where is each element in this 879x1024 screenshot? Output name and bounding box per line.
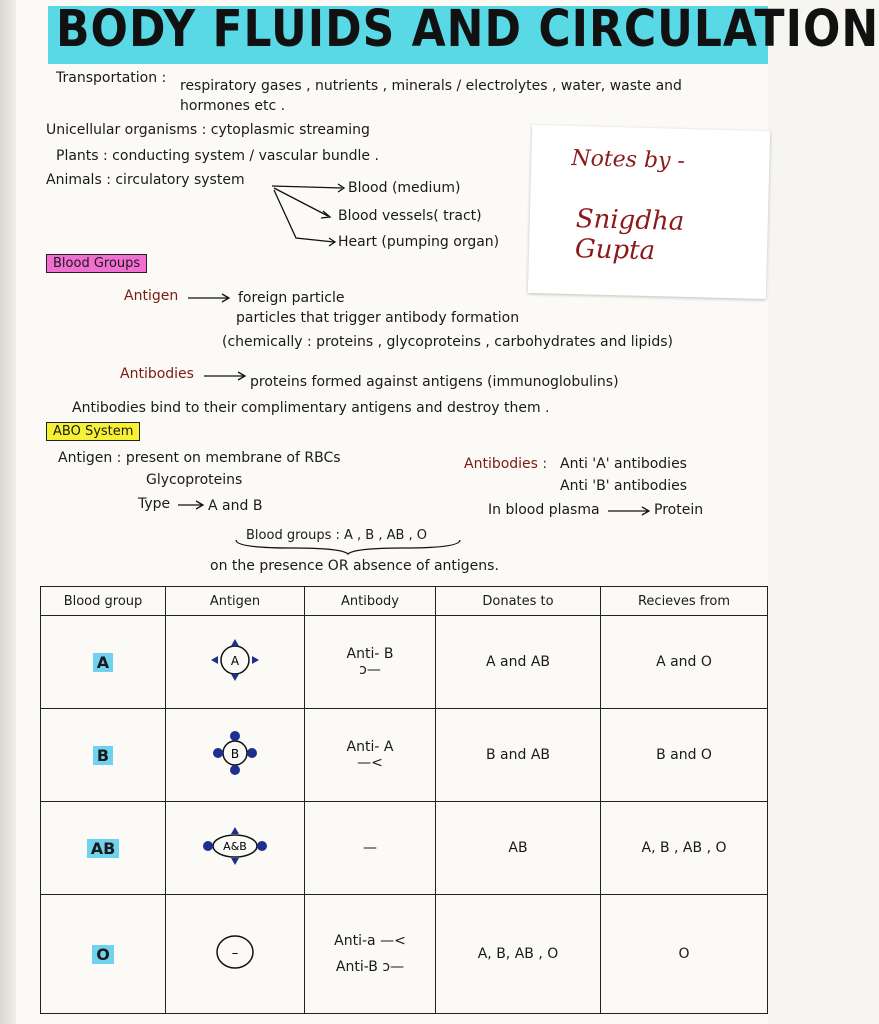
header-antibody: Antibody — [305, 587, 436, 616]
table-row — [41, 616, 768, 709]
plants-line: Plants : conducting system / vascular bundle . — [56, 148, 379, 164]
brace-icon — [232, 538, 464, 556]
abo-plasma-value: Protein — [654, 502, 704, 518]
receives-cell: A, B , AB , O — [601, 802, 768, 895]
donates-cell: AB — [436, 802, 601, 895]
notes-by-label: Notes by - — [571, 145, 686, 174]
group-label: B — [93, 746, 113, 765]
antibody-b-icon: ↄ— — [382, 959, 405, 975]
antigen-ab-icon — [199, 821, 271, 871]
svg-text:–: – — [231, 946, 239, 961]
blood-group-table — [40, 586, 768, 1014]
antigen-definition-1: foreign particle — [238, 290, 345, 306]
animals-line: Animals : circulatory system — [46, 172, 245, 188]
svg-text:B: B — [230, 747, 240, 761]
transport-text-1: respiratory gases , nutrients , minerals / electrolytes , water, waste and — [180, 78, 682, 94]
unicellular-line: Unicellular organisms : cytoplasmic streaming — [46, 122, 370, 138]
abo-antigen-line: Antigen : present on membrane of RBCs — [58, 450, 341, 466]
receives-cell: O — [601, 895, 768, 1014]
abo-antibodies-label: Antibodies : — [464, 456, 548, 472]
svg-text:A: A — [230, 654, 240, 668]
antibody-text: Anti- A — [346, 739, 394, 755]
donates-cell: B and AB — [436, 709, 601, 802]
signature-note — [528, 125, 770, 299]
antigen-b-icon — [205, 728, 265, 778]
page-title: BODY FLUIDS AND CIRCULATION — [56, 0, 879, 59]
antibody-text: Anti- B — [346, 646, 394, 662]
receives-cell: A and O — [601, 616, 768, 709]
abo-type-value: A and B — [208, 498, 263, 514]
circulation-arrows — [268, 176, 348, 252]
antibodies-bind-line: Antibodies bind to their complimentary antigens and destroy them . — [72, 400, 550, 416]
header-donates-to: Donates to — [436, 587, 601, 616]
antigen-definition-2: particles that trigger antibody formation — [236, 310, 520, 326]
transport-label: Transportation : — [56, 70, 167, 86]
antibody-text-2: Anti-B ↄ— — [335, 959, 405, 975]
abo-type-label: Type — [138, 496, 171, 512]
table-row — [41, 709, 768, 802]
antibodies-label: Antibodies — [120, 366, 194, 382]
circ-item-blood: Blood (medium) — [348, 180, 461, 196]
receives-cell: B and O — [601, 709, 768, 802]
table-row — [41, 802, 768, 895]
antigen-label: Antigen — [124, 288, 179, 304]
transport-text-2: hormones etc . — [180, 98, 286, 114]
antigen-o-icon — [205, 927, 265, 977]
group-label: O — [92, 945, 114, 964]
donates-cell: A, B, AB , O — [436, 895, 601, 1014]
group-label: AB — [87, 839, 120, 858]
abo-plasma-label: In blood plasma — [488, 502, 600, 518]
table-row — [41, 895, 768, 1014]
header-antigen: Antigen — [166, 587, 305, 616]
antibody-a-icon: —< — [380, 933, 406, 949]
arrow-icon — [176, 499, 206, 511]
notebook-binding — [0, 0, 16, 1024]
header-blood-group: Blood group — [41, 587, 166, 616]
antibody-text: Anti-a —< — [334, 933, 406, 949]
donates-cell: A and AB — [436, 616, 601, 709]
table-header-row — [41, 587, 768, 616]
antigen-definition-3: (chemically : proteins , glycoproteins , carbohydrates and lipids) — [222, 334, 673, 350]
abo-anti-a: Anti 'A' antibodies — [560, 456, 687, 472]
group-label: A — [93, 653, 113, 672]
blood-groups-tag: Blood Groups — [46, 254, 147, 273]
abo-glycoproteins: Glycoproteins — [146, 472, 243, 488]
blood-groups-line: Blood groups : A , B , AB , O — [246, 528, 428, 543]
antigen-a-icon — [205, 635, 265, 685]
author-signature: Snigdha Gupta — [574, 204, 685, 267]
circ-item-vessels: Blood vessels( tract) — [338, 208, 482, 224]
arrow-icon — [186, 292, 232, 304]
abo-anti-b: Anti 'B' antibodies — [560, 478, 687, 494]
antibodies-definition: proteins formed against antigens (immunoglobulins) — [250, 374, 619, 390]
arrow-icon — [202, 370, 248, 382]
abo-system-tag: ABO System — [46, 422, 140, 441]
arrow-icon — [606, 505, 652, 517]
header-receives-from: Recieves from — [601, 587, 768, 616]
presence-line: on the presence OR absence of antigens. — [210, 558, 499, 574]
circ-item-heart: Heart (pumping organ) — [338, 234, 500, 250]
antibody-b-icon: ↄ— — [359, 662, 381, 678]
svg-text:A&B: A&B — [223, 840, 247, 853]
antibody-a-icon: —< — [357, 755, 383, 771]
antibody-text: — — [305, 802, 436, 895]
